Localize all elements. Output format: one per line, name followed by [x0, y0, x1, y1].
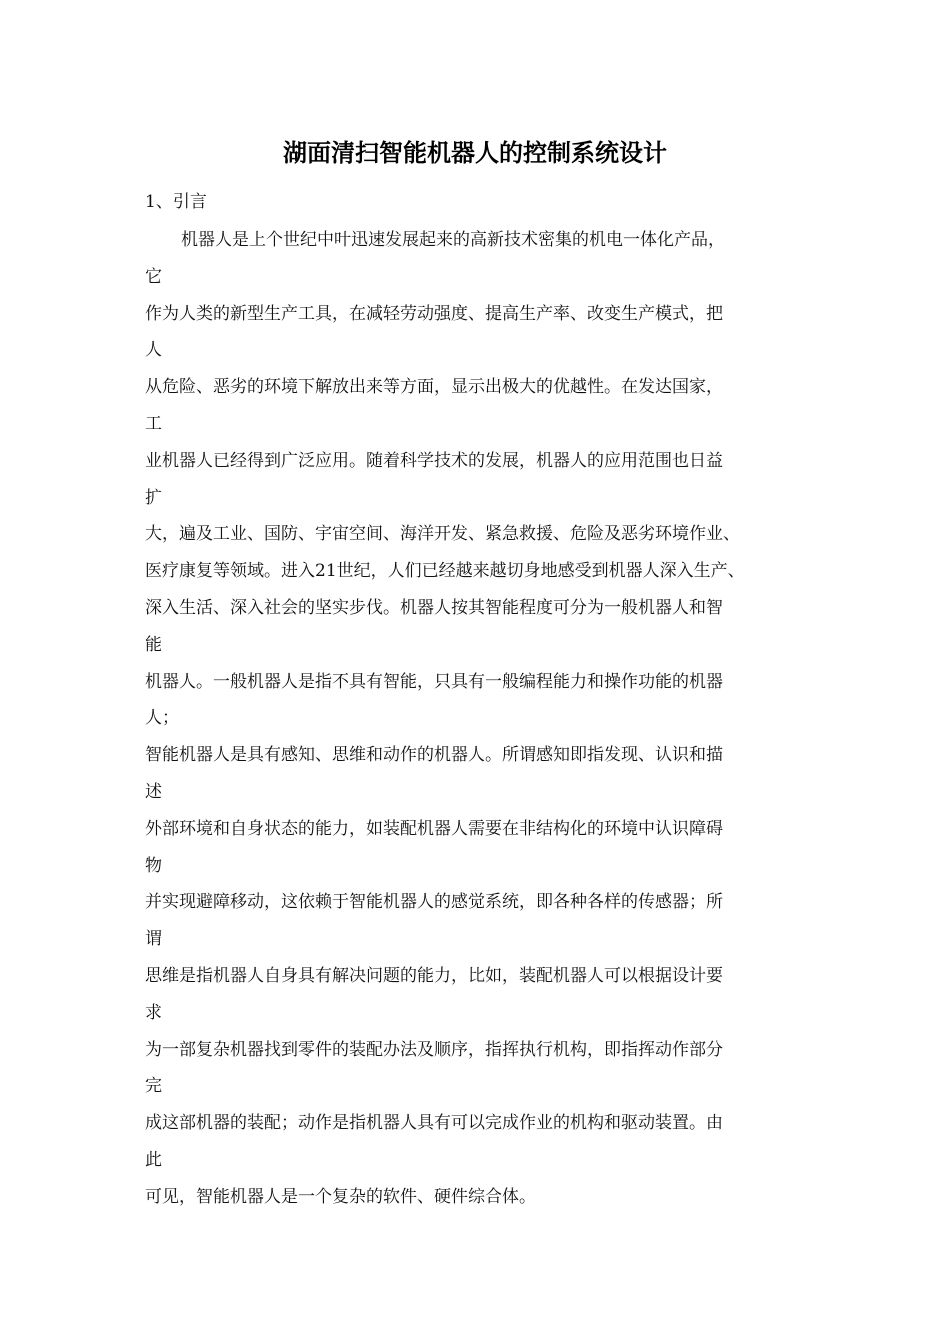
text-line: 业机器人已经得到广泛应用。随着科学技术的发展，机器人的应用范围也日益	[145, 450, 723, 471]
text-line: 能	[145, 634, 162, 655]
text-line: 外部环境和自身状态的能力，如装配机器人需要在非结构化的环境中认识障碍	[145, 818, 723, 839]
document-title: 湖面清扫智能机器人的控制系统设计	[283, 139, 667, 167]
text-line: 并实现避障移动，这依赖于智能机器人的感觉系统，即各种各样的传感器；所	[145, 892, 723, 913]
text-line: 人；	[145, 708, 179, 729]
text-line: 思维是指机器人自身具有解决问题的能力，比如，装配机器人可以根据设计要	[145, 965, 723, 986]
text-line: 谓	[145, 929, 162, 950]
text-line: 工	[145, 413, 162, 434]
text-line: 此	[145, 1149, 162, 1170]
text-line: 人	[145, 340, 162, 361]
text-line: 机器人。一般机器人是指不具有智能，只具有一般编程能力和操作功能的机器	[145, 671, 723, 692]
text-line: 智能机器人是具有感知、思维和动作的机器人。所谓感知即指发现、认识和描	[145, 745, 723, 766]
section-heading: 1、引言	[145, 192, 207, 212]
text-line: 为一部复杂机器找到零件的装配办法及顺序，指挥执行机构，即指挥动作部分	[145, 1039, 723, 1060]
text-line: 述	[145, 781, 162, 802]
text-line: 大，遍及工业、国防、宇宙空间、海洋开发、紧急救援、危险及恶劣环境作业、	[145, 524, 740, 545]
text-line: 完	[145, 1076, 162, 1097]
text-line: 求	[145, 1002, 162, 1023]
text-line: 深入生活、深入社会的坚实步伐。机器人按其智能程度可分为一般机器人和智	[145, 597, 723, 618]
text-line: 医疗康复等领域。进入21世纪，人们已经越来越切身地感受到机器人深入生产、	[145, 561, 745, 582]
text-line: 扩	[145, 487, 162, 508]
body-paragraph	[145, 222, 825, 1216]
text-line: 它	[145, 266, 162, 287]
text-line: 可见，智能机器人是一个复杂的软件、硬件综合体。	[145, 1186, 536, 1207]
text-line: 从危险、恶劣的环境下解放出来等方面，显示出极大的优越性。在发达国家，	[145, 377, 723, 398]
text-line: 作为人类的新型生产工具，在减轻劳动强度、提高生产率、改变生产模式，把	[145, 303, 723, 324]
text-line: 物	[145, 855, 162, 876]
text-line: 成这部机器的装配；动作是指机器人具有可以完成作业的机构和驱动装置。由	[145, 1113, 723, 1134]
text-line: 机器人是上个世纪中叶迅速发展起来的高新技术密集的机电一体化产品，	[181, 230, 725, 250]
